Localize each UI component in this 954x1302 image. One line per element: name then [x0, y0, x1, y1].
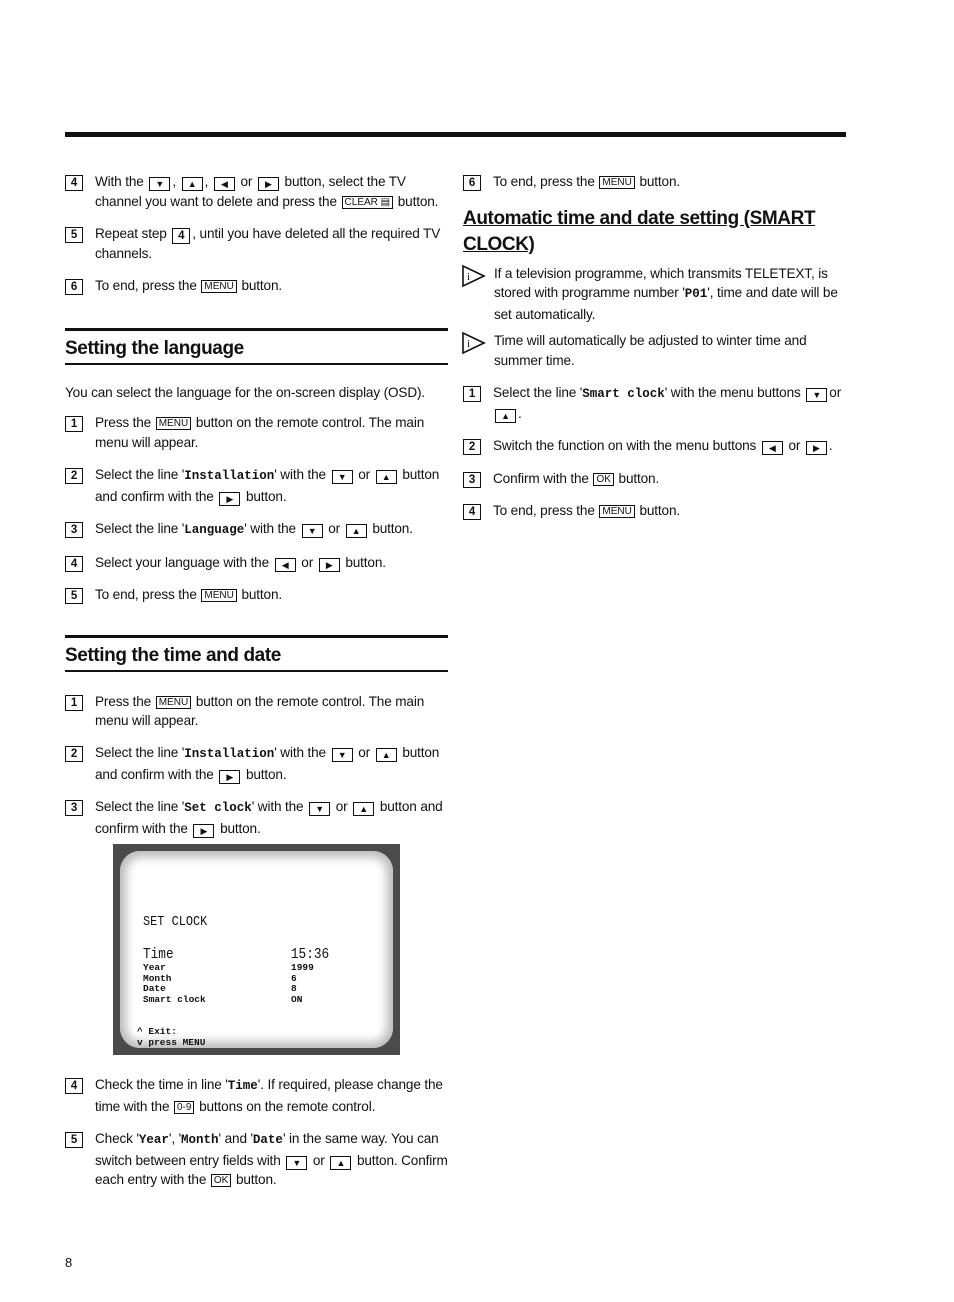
info-note-winter-summer: i Time will automatically be adjusted to winter time and summer time. [463, 331, 848, 370]
step-number: 3 [65, 800, 83, 816]
section-title-language: Setting the language [65, 328, 448, 365]
menu-button-icon: MENU [201, 589, 236, 602]
language-step-5: 5 To end, press the MENU button. [65, 585, 448, 605]
osd-row-year: Year 1999 [143, 962, 314, 974]
time-step-2: 2 Select the line 'Installation' with the ▼ or ▲ button and confirm with the ▶ button. [65, 743, 448, 784]
language-step-2: 2 Select the line 'Installation' with the ▼ or ▲ button and confirm with the ▶ button. [65, 465, 448, 506]
tv-screen-illustration [113, 844, 400, 1055]
step-number: 4 [65, 175, 83, 191]
menu-button-icon: MENU [156, 417, 191, 430]
down-button-icon: ▼ [286, 1156, 307, 1170]
language-step-4: 4 Select your language with the ◀ or ▶ button. [65, 553, 448, 573]
svg-text:i: i [467, 270, 470, 283]
smart-clock-heading: Automatic time and date setting (SMART CLOCK) [463, 207, 816, 255]
osd-row-smart-clock: Smart clock ON [143, 993, 303, 1005]
step-number: 3 [463, 472, 481, 488]
language-step-1: 1 Press the MENU button on the remote control. The main menu will appear. [65, 413, 448, 452]
step-number: 4 [463, 504, 481, 520]
step-number: 1 [463, 386, 481, 402]
delete-step-6-right: 6 To end, press the MENU button. [463, 172, 848, 192]
osd-row-date: Date 8 [143, 983, 297, 995]
down-button-icon: ▼ [149, 177, 170, 191]
info-icon [462, 332, 486, 354]
step-number: 4 [65, 1078, 83, 1094]
smart-step-2: 2 Switch the function on with the menu buttons ◀ or ▶ . [463, 436, 848, 456]
osd-screen [120, 851, 393, 1048]
up-button-icon: ▲ [353, 802, 374, 816]
step-number: 5 [65, 588, 83, 604]
menu-button-icon: MENU [201, 280, 236, 293]
right-button-icon: ▶ [806, 441, 827, 455]
ok-button-icon: OK [211, 1174, 231, 1187]
step-number: 6 [463, 175, 481, 191]
osd-footer-exit: ^ Exit: [137, 1026, 177, 1038]
osd-row-month: Month 6 [143, 972, 297, 984]
right-column [463, 172, 848, 533]
step-number: 6 [65, 279, 83, 295]
time-step-1: 1 Press the MENU button on the remote control. The main menu will appear. [65, 692, 448, 731]
up-button-icon: ▲ [346, 524, 367, 538]
page-number: 8 [65, 1255, 73, 1270]
step-number: 5 [65, 1132, 83, 1148]
info-note-teletext: i If a television programme, which transmits TELETEXT, is stored with programme number 'P01', time and date will be set automatically. [463, 264, 848, 325]
smart-step-4: 4 To end, press the MENU button. [463, 501, 848, 521]
down-button-icon: ▼ [806, 388, 827, 402]
osd-row-time: Time 15:36 [143, 946, 330, 964]
step-number: 2 [65, 468, 83, 484]
smart-step-1: 1 Select the line 'Smart clock' with the menu buttons ▼ or ▲ . [463, 383, 848, 424]
right-button-icon: ▶ [193, 824, 214, 838]
right-button-icon: ▶ [219, 770, 240, 784]
step-reference: 4 [172, 228, 190, 244]
language-step-3: 3 Select the line 'Language' with the ▼ or ▲ button. [65, 519, 448, 541]
right-button-icon: ▶ [319, 558, 340, 572]
osd-title: SET CLOCK [143, 914, 208, 931]
step-number: 1 [65, 416, 83, 432]
ok-button-icon: OK [593, 473, 613, 486]
up-button-icon: ▲ [376, 748, 397, 762]
info-icon [462, 265, 486, 287]
down-button-icon: ▼ [332, 470, 353, 484]
right-button-icon: ▶ [219, 492, 240, 506]
smart-step-3: 3 Confirm with the OK button. [463, 469, 848, 489]
step-number: 5 [65, 227, 83, 243]
right-button-icon: ▶ [258, 177, 279, 191]
left-button-icon: ◀ [214, 177, 235, 191]
language-intro: You can select the language for the on-screen display (OSD). [65, 384, 426, 400]
menu-button-icon: MENU [156, 696, 191, 709]
step-number: 1 [65, 695, 83, 711]
step-number: 4 [65, 556, 83, 572]
time-step-3: 3 Select the line 'Set clock' with the ▼ or ▲ button and confirm with the ▶ button. [65, 797, 448, 838]
up-button-icon: ▲ [376, 470, 397, 484]
left-column [65, 172, 448, 1203]
time-step-4: 4 Check the time in line 'Time'. If required, please change the time with the 0-9 buttons on the remote control. [65, 1075, 448, 1116]
down-button-icon: ▼ [309, 802, 330, 816]
down-button-icon: ▼ [332, 748, 353, 762]
clear-button-icon: CLEAR ▤ [342, 196, 394, 209]
step-number: 3 [65, 522, 83, 538]
down-button-icon: ▼ [302, 524, 323, 538]
svg-text:i: i [467, 338, 470, 351]
delete-step-5: 5 Repeat step 4 , until you have deleted all the required TV channels. [65, 224, 448, 264]
osd-footer-press-menu: v press MENU [137, 1037, 206, 1049]
delete-step-4: 4 With the ▼ , ▲ , ◀ or ▶ button, select the TV channel you want to delete and press the CLEAR ▤ button. [65, 172, 448, 211]
menu-button-icon: MENU [599, 176, 634, 189]
delete-step-6: 6 To end, press the MENU button. [65, 276, 448, 296]
time-step-5: 5 Check 'Year', 'Month' and 'Date' in the same way. You can switch between entry fields with ▼ or ▲ button. Confirm each entry with the OK button. [65, 1129, 448, 1190]
section-title-time-date: Setting the time and date [65, 635, 448, 672]
digit-buttons-icon: 0-9 [174, 1101, 194, 1114]
up-button-icon: ▲ [330, 1156, 351, 1170]
step-number: 2 [65, 746, 83, 762]
up-button-icon: ▲ [182, 177, 203, 191]
step-number: 2 [463, 439, 481, 455]
up-button-icon: ▲ [495, 409, 516, 423]
top-rule [65, 132, 846, 137]
left-button-icon: ◀ [275, 558, 296, 572]
menu-button-icon: MENU [599, 505, 634, 518]
left-button-icon: ◀ [762, 441, 783, 455]
